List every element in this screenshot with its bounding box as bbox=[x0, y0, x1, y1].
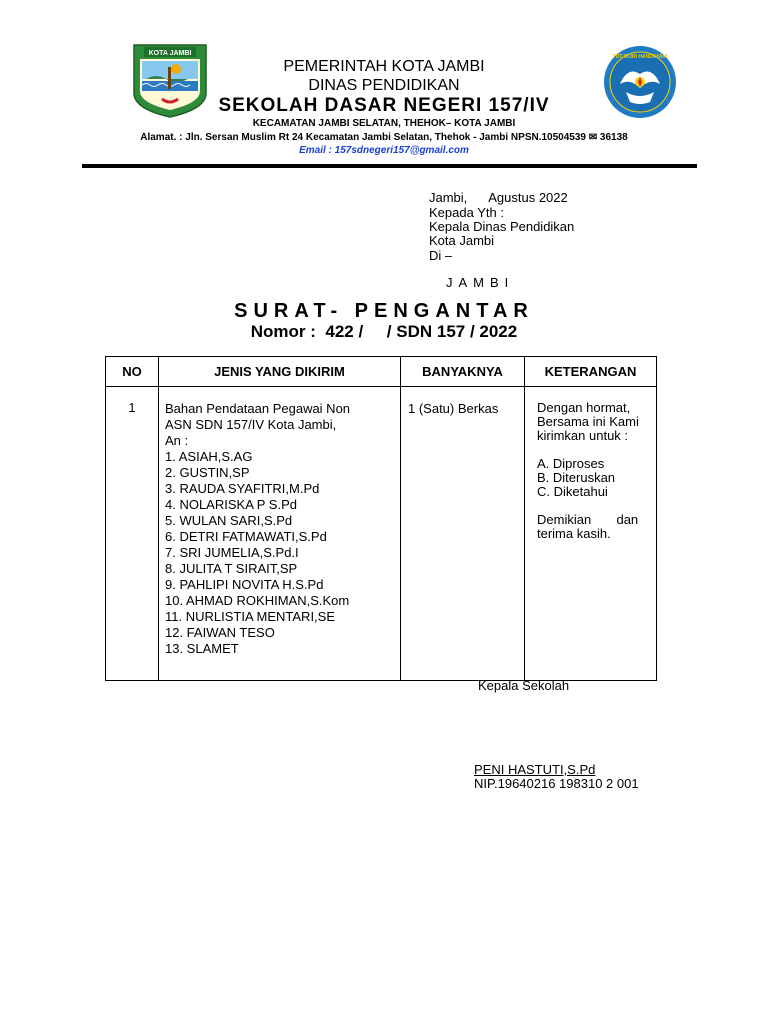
jenis-line: An : bbox=[165, 433, 189, 448]
letterhead-department: DINAS PENDIDIKAN bbox=[308, 77, 460, 94]
letterhead-address: Alamat. : Jln. Sersan Muslim Rt 24 Kecamatan Jambi Selatan, Thehok - Jambi NPSN.10504539 ✉ 36138 bbox=[140, 132, 628, 143]
jenis-line: 12. FAIWAN TESO bbox=[165, 625, 275, 640]
row-banyaknya: 1 (Satu) Berkas bbox=[401, 387, 525, 681]
ket-option: C. Diketahui bbox=[537, 484, 608, 499]
jenis-line: 7. SRI JUMELIA,S.Pd.I bbox=[165, 545, 299, 560]
row-jenis bbox=[159, 387, 401, 681]
svg-text:TUT WURI HANDAYANI: TUT WURI HANDAYANI bbox=[612, 54, 668, 60]
header-jenis: JENIS YANG DIKIRIM bbox=[159, 357, 401, 387]
jenis-line: 10. AHMAD ROKHIMAN,S.Kom bbox=[165, 593, 350, 608]
recipient-city: Kota Jambi bbox=[429, 233, 495, 248]
signature-nip: NIP.19640216 198310 2 001 bbox=[474, 776, 639, 791]
ket-line: Bersama ini Kami bbox=[537, 414, 639, 429]
jenis-line: ASN SDN 157/IV Kota Jambi, bbox=[165, 417, 337, 432]
letterhead-government: PEMERINTAH KOTA JAMBI bbox=[283, 58, 485, 75]
signature-title: Kepala Sekolah bbox=[478, 678, 570, 693]
recipient-di: Di – bbox=[429, 248, 453, 263]
jenis-line: 11. NURLISTIA MENTARI,SE bbox=[165, 609, 336, 624]
jenis-line: 1. ASIAH,S.AG bbox=[165, 449, 253, 464]
jenis-line: 8. JULITA T SIRAIT,SP bbox=[165, 561, 298, 576]
letter-title: SURAT- PENGANTAR bbox=[234, 300, 534, 322]
table-header-row bbox=[106, 357, 657, 387]
row-number: 1 bbox=[106, 387, 159, 681]
ket-option: A. Diproses bbox=[537, 456, 605, 471]
signature-name: PENI HASTUTI,S.Pd bbox=[474, 762, 596, 777]
letterhead-email: Email : 157sdnegeri157@gmail.com bbox=[299, 145, 469, 156]
jenis-line: 2. GUSTIN,SP bbox=[165, 465, 250, 480]
header-banyaknya: BANYAKNYA bbox=[401, 357, 525, 387]
shipment-table bbox=[105, 356, 657, 681]
recipient-jambi: JAMBI bbox=[446, 275, 515, 290]
jenis-line: 4. NOLARISKA P S.Pd bbox=[165, 497, 297, 512]
header-no: NO bbox=[106, 357, 159, 387]
ket-line: Dengan hormat, bbox=[537, 400, 631, 415]
letter-number: Nomor : 422 / / SDN 157 / 2022 bbox=[250, 322, 518, 341]
table-row bbox=[106, 387, 657, 681]
jenis-line: Bahan Pendataan Pegawai Non bbox=[165, 401, 351, 416]
jenis-line: 6. DETRI FATMAWATI,S.Pd bbox=[165, 529, 327, 544]
ket-line: terima kasih. bbox=[537, 526, 611, 541]
jenis-line: 5. WULAN SARI,S.Pd bbox=[165, 513, 293, 528]
ket-line: kirimkan untuk : bbox=[537, 428, 629, 443]
place-date: Jambi, Agustus 2022 bbox=[429, 190, 568, 205]
ket-option: B. Diteruskan bbox=[537, 470, 616, 485]
row-keterangan bbox=[525, 387, 657, 681]
salutation: Kepada Yth : bbox=[429, 205, 504, 220]
jenis-line: 9. PAHLIPI NOVITA H.S.Pd bbox=[165, 577, 324, 592]
svg-text:KOTA JAMBI: KOTA JAMBI bbox=[148, 50, 192, 57]
letterhead-divider bbox=[82, 164, 697, 168]
jenis-line: 13. SLAMET bbox=[165, 641, 239, 656]
ket-line: Demikian dan bbox=[537, 512, 639, 527]
header-keterangan: KETERANGAN bbox=[525, 357, 657, 387]
recipient: Kepala Dinas Pendidikan bbox=[429, 219, 575, 234]
letterhead-district: KECAMATAN JAMBI SELATAN, THEHOK– KOTA JAMBI bbox=[252, 118, 516, 129]
jenis-line: 3. RAUDA SYAFITRI,M.Pd bbox=[165, 481, 320, 496]
letterhead-school-name: SEKOLAH DASAR NEGERI 157/IV bbox=[218, 95, 550, 116]
